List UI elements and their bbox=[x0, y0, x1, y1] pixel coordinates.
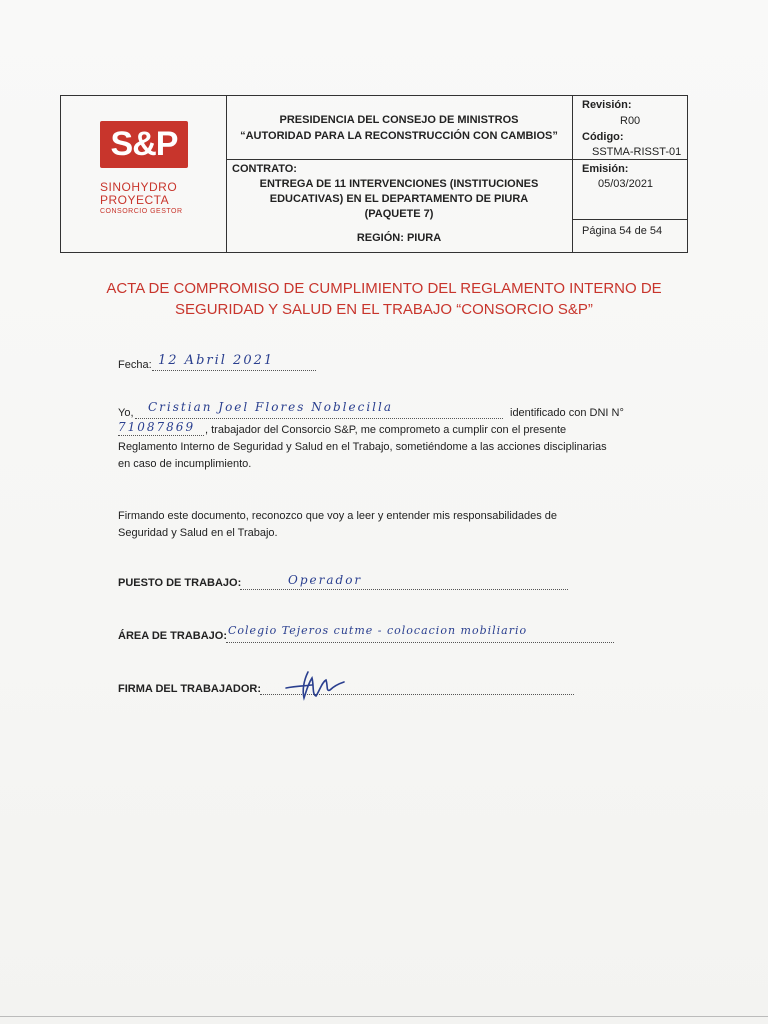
header-divider bbox=[572, 96, 573, 252]
contract-line-1: ENTREGA DE 11 INTERVENCIONES (INSTITUCIONES bbox=[259, 178, 539, 190]
org-name: PRESIDENCIA DEL CONSEJO DE MINISTROS bbox=[279, 114, 519, 126]
logo-text-consorcio: CONSORCIO GESTOR bbox=[100, 208, 183, 215]
paragraph-2-line-2: Seguridad y Salud en el Trabajo. bbox=[118, 527, 278, 539]
area-dotted-line bbox=[226, 642, 614, 643]
header-divider bbox=[226, 159, 572, 160]
page-number: Página 54 de 54 bbox=[582, 225, 663, 237]
puesto-label: PUESTO DE TRABAJO: bbox=[118, 577, 242, 589]
contract-line-3: (PAQUETE 7) bbox=[364, 208, 434, 220]
logo-text-sinohydro: SINOHYDRO bbox=[100, 180, 178, 194]
contract-label: CONTRATO: bbox=[232, 163, 297, 175]
org-authority: “AUTORIDAD PARA LA RECONSTRUCCIÓN CON CAMBIOS” bbox=[240, 130, 558, 142]
dni-handwritten: 71087869 bbox=[118, 420, 196, 434]
firma-label: FIRMA DEL TRABAJADOR: bbox=[118, 683, 261, 695]
emission-value: 05/03/2021 bbox=[598, 178, 654, 190]
paragraph-2-line-1: Firmando este documento, reconozco que voy a leer y entender mis responsabilidades de bbox=[118, 510, 558, 522]
region: REGIÓN: PIURA bbox=[356, 232, 442, 244]
header-divider bbox=[572, 219, 688, 220]
logo-text-proyecta: PROYECTA bbox=[100, 193, 170, 207]
paragraph-1-line-1: , trabajador del Consorcio S&P, me comprometo a cumplir con el presente bbox=[205, 424, 567, 436]
worker-signature bbox=[282, 664, 354, 704]
contract-line-2: EDUCATIVAS) EN EL DEPARTAMENTO DE PIURA bbox=[269, 193, 529, 205]
puesto-dotted-line bbox=[240, 589, 568, 590]
revision-value: R00 bbox=[620, 115, 641, 127]
revision-label: Revisión: bbox=[582, 99, 632, 111]
page-edge bbox=[0, 1016, 768, 1017]
emission-label: Emisión: bbox=[582, 163, 629, 175]
area-label: ÁREA DE TRABAJO: bbox=[118, 630, 227, 642]
code-label: Código: bbox=[582, 131, 624, 143]
puesto-handwritten: Operador bbox=[288, 573, 363, 587]
document-title-line-2: SEGURIDAD Y SALUD EN EL TRABAJO “CONSORCIO S&P” bbox=[175, 301, 593, 318]
fecha-dotted-line bbox=[152, 370, 316, 371]
name-dotted-line bbox=[135, 418, 503, 419]
yo-label: Yo, bbox=[118, 407, 134, 419]
paragraph-1-line-3: en caso de incumplimiento. bbox=[118, 458, 252, 470]
paragraph-1-line-2: Reglamento Interno de Seguridad y Salud en el Trabajo, sometiéndome a las acciones disciplinarias bbox=[118, 441, 607, 453]
code-value: SSTMA-RISST-01 bbox=[592, 146, 682, 158]
document-title-line-1: ACTA DE COMPROMISO DE CUMPLIMIENTO DEL REGLAMENTO INTERNO DE bbox=[106, 280, 662, 297]
dni-dotted-line bbox=[118, 435, 204, 436]
area-handwritten: Colegio Tejeros cutme - colocacion mobiliario bbox=[228, 624, 528, 637]
company-logo: S&P bbox=[100, 121, 188, 168]
fecha-handwritten: 12 Abril 2021 bbox=[158, 353, 275, 368]
fecha-label: Fecha: bbox=[118, 359, 152, 371]
name-handwritten: Cristian Joel Flores Noblecilla bbox=[148, 400, 393, 414]
dni-text: identificado con DNI N° bbox=[510, 407, 624, 419]
